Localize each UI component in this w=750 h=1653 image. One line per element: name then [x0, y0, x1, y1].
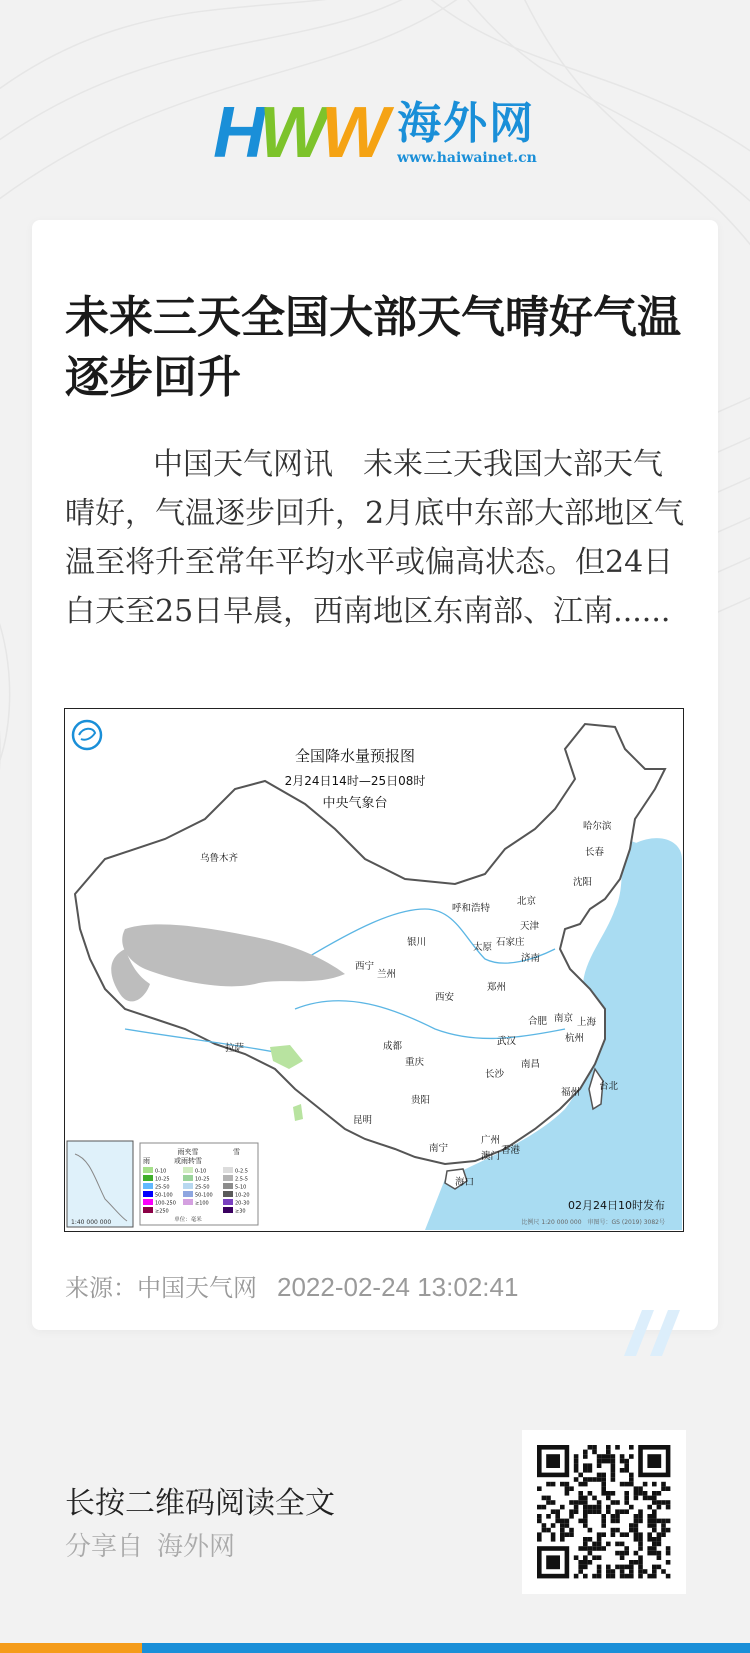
city-label: 哈尔滨: [583, 821, 612, 832]
legend-swatch: [183, 1183, 193, 1189]
legend-unit: 单位：毫米: [174, 1217, 202, 1223]
map-time-range: 2月24日14时—25日08时: [284, 774, 426, 788]
qr-code-icon: [522, 1430, 686, 1594]
legend-swatch: [183, 1167, 193, 1173]
article-card: [32, 220, 718, 1330]
legend-header: 雪: [233, 1148, 240, 1156]
city-label: 兰州: [377, 969, 397, 980]
legend-label: 100-250: [155, 1200, 176, 1207]
logo-letter-h: H: [213, 93, 260, 173]
city-label: 南京: [554, 1013, 574, 1024]
map-issued: 02月24日10时发布: [568, 1199, 665, 1212]
legend-swatch: [143, 1175, 153, 1181]
map-agency: 中央气象台: [322, 796, 388, 811]
article-summary: 中国天气网讯 未来三天我国大部天气晴好，气温逐步回升，2月底中东部大部地区气温至将升至常年平均水平或偏高状态。但24日白天至25日早晨，西南地区东南部、江南......: [65, 447, 685, 629]
city-label: 广州: [481, 1135, 501, 1146]
city-label: 长春: [585, 847, 605, 858]
logo-text: [397, 99, 537, 167]
legend-header: 雨夹雪: [177, 1148, 199, 1156]
city-label: 沈阳: [573, 877, 593, 888]
legend-swatch: [143, 1191, 153, 1197]
city-label: 武汉: [497, 1036, 517, 1047]
legend-swatch: [183, 1191, 193, 1197]
inset-scale: 1:40 000 000: [71, 1219, 112, 1226]
publish-date: 2022-02-24 13:02:41: [277, 1272, 519, 1302]
city-label: 石家庄: [496, 937, 525, 948]
legend-label: ≥30: [235, 1208, 246, 1215]
share-prefix: 分享自: [65, 1532, 144, 1562]
city-label: 南昌: [521, 1059, 541, 1070]
map-figure: [65, 709, 682, 1230]
map-title: 全国降水量预报图: [294, 747, 416, 765]
legend-swatch: [223, 1167, 233, 1173]
city-label: 天津: [520, 921, 540, 932]
legend-swatch: [223, 1207, 233, 1213]
city-label: 贵阳: [411, 1095, 431, 1106]
legend-label: 20-30: [235, 1200, 250, 1207]
legend-label: 10-25: [195, 1176, 210, 1183]
city-label: 太原: [473, 942, 493, 953]
article-source: [65, 1268, 518, 1303]
legend-label: 10-20: [235, 1192, 250, 1199]
share-brand: 海外网: [157, 1532, 236, 1562]
legend-swatch: [223, 1175, 233, 1181]
legend-label: 50-100: [195, 1192, 213, 1199]
inset-map: [67, 1141, 133, 1227]
legend-label: 5-10: [235, 1184, 247, 1191]
legend-label: 2.5-5: [235, 1176, 248, 1183]
article-title: 未来三天全国大部天气晴好气温逐步回升: [65, 292, 681, 403]
city-label: 福州: [561, 1087, 581, 1098]
legend-label: ≥250: [155, 1208, 169, 1215]
city-label: 济南: [521, 953, 541, 964]
city-label: 乌鲁木齐: [200, 853, 239, 864]
legend-header: 雨: [143, 1157, 150, 1165]
qr-cta: 长按二维码阅读全文: [65, 1486, 335, 1521]
legend-label: 0-10: [195, 1168, 207, 1175]
city-label: 西安: [435, 992, 455, 1003]
source-label: 来源：中国天气网: [65, 1274, 257, 1302]
legend-label: 50-100: [155, 1192, 173, 1199]
legend-swatch: [183, 1199, 193, 1205]
city-label: 香港: [501, 1145, 521, 1156]
share-source: [65, 1526, 235, 1563]
legend-swatch: [223, 1199, 233, 1205]
city-label: 台北: [599, 1081, 619, 1092]
city-label: 南宁: [429, 1143, 449, 1154]
legend-swatch: [143, 1199, 153, 1205]
city-label: 合肥: [528, 1016, 548, 1027]
legend-label: 0-10: [155, 1168, 167, 1175]
precipitation-map[interactable]: [64, 708, 684, 1232]
city-label: 拉萨: [225, 1043, 245, 1054]
city-label: 北京: [517, 896, 537, 907]
legend-header: 或雨转雪: [174, 1157, 202, 1165]
city-label: 呼和浩特: [452, 903, 491, 914]
map-scale: 比例尺 1:20 000 000 审图号：GS (2019) 3082号: [521, 1219, 665, 1226]
city-label: 杭州: [565, 1033, 585, 1044]
city-label: 长沙: [485, 1069, 505, 1080]
quote-slash-icon: [624, 1310, 684, 1356]
share-footer: [0, 1390, 750, 1653]
legend-label: 25-50: [195, 1184, 210, 1191]
city-label: 重庆: [405, 1057, 425, 1068]
logo-mark: [213, 93, 384, 173]
logo-letter-w1: W: [259, 93, 322, 173]
bottom-accent-bar: [0, 1643, 750, 1653]
city-label: 海口: [455, 1177, 475, 1188]
city-label: 澳门: [481, 1151, 501, 1162]
legend-swatch: [223, 1191, 233, 1197]
city-label: 上海: [577, 1017, 597, 1028]
map-legend: [140, 1143, 258, 1225]
city-label: 西宁: [355, 961, 375, 972]
legend-swatch: [143, 1207, 153, 1213]
legend-swatch: [143, 1167, 153, 1173]
site-logo[interactable]: [0, 93, 750, 173]
qr-code[interactable]: [522, 1430, 686, 1594]
legend-label: 25-50: [155, 1184, 170, 1191]
city-label: 昆明: [353, 1115, 373, 1126]
legend-swatch: [223, 1183, 233, 1189]
legend-label: ≥100: [195, 1200, 209, 1207]
logo-letter-w2: W: [321, 93, 384, 173]
logo-url: www.haiwainet.cn: [397, 150, 537, 166]
legend-label: 10-25: [155, 1176, 170, 1183]
city-label: 银川: [407, 937, 427, 948]
city-label: 郑州: [487, 982, 507, 993]
legend-label: 0-2.5: [235, 1168, 248, 1175]
legend-swatch: [183, 1175, 193, 1181]
city-label: 成都: [383, 1041, 403, 1052]
legend-swatch: [143, 1183, 153, 1189]
logo-name: 海外网: [397, 98, 536, 149]
